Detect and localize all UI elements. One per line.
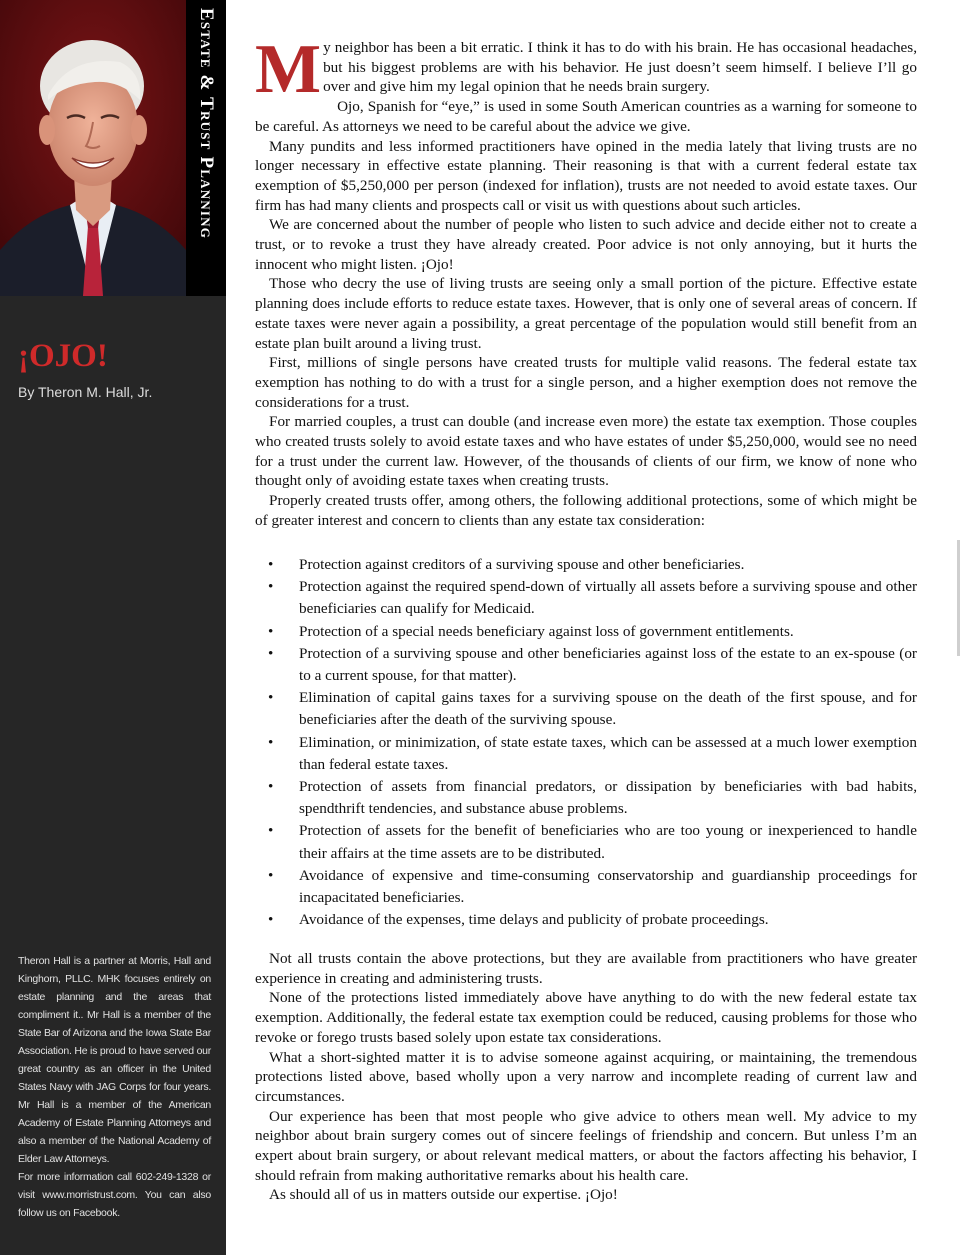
list-item: • Protection of a surviving spouse and other beneficiaries against loss of the estate to an ex-spouse (or to a current spouse, for that matter).	[255, 643, 917, 687]
paragraph-11: What a short-sighted matter it is to advise someone against acquiring, or maintaining, the tremendous protections listed above, based wholly upon a very narrow and incomplete reading of current law and circumstances.	[255, 1048, 917, 1105]
author-photo	[0, 0, 186, 296]
author-sidebar	[0, 0, 226, 1255]
section-heading: Estate & Trust Planning	[196, 8, 217, 240]
paragraph-4: We are concerned about the number of people who listen to such advice and decide either not to create a trust, or to revoke a trust they have already created. Poor advice is not only annoying, but it hurts the innocent who might listen. ¡Ojo!	[255, 216, 917, 273]
paragraph-8: Properly created trusts offer, among others, the following additional protections, some of which might be of greater interest and concern to clients than any estate tax consideration:	[255, 492, 917, 529]
paragraph-12: Our experience has been that most people who give advice to others mean well. My advice to my neighbor about brain surgery comes out of sincere feelings of friendship and concern. But unless I’m an expert about brain surgery, or about relevant medical matters, or about the factors affecting his behavior, I should refrain from making authoritative remarks about his health care.	[255, 1107, 917, 1184]
paragraph-9: Not all trusts contain the above protections, but they are available from practitioners who have greater experience in creating and administering trusts.	[255, 950, 917, 987]
author-portrait-image	[0, 0, 186, 296]
paragraph-10: None of the protections listed immediately above have anything to do with the new federal estate tax exemption. Additionally, the federal estate tax exemption could be reduced, causing problems for those who revoke or forego trusts based solely upon estate tax considerations.	[255, 989, 917, 1046]
protections-list	[255, 554, 917, 931]
list-item: • Avoidance of expensive and time-consuming conservatorship and guardianship proceedings for incapacitated beneficiaries.	[255, 865, 917, 909]
article-conclusion	[255, 949, 917, 1205]
section-heading-band	[186, 0, 226, 296]
paragraph-5: Those who decry the use of living trusts are seeing only a small portion of the picture. Effective estate planning does include efforts to reduce estate taxes. However, that is only one of several areas of concern. If estate taxes were never again a possibility, a great percentage of the population would still benefit from an estate plan built around a living trust.	[255, 275, 917, 352]
list-item: • Protection of assets from financial predators, or dissipation by beneficiaries with bad habits, spendthrift tendencies, and substance abuse problems.	[255, 776, 917, 820]
paragraph-7: For married couples, a trust can double (and increase even more) the estate tax exemption. Those couples who created trusts solely to avoid estate taxes and who have estates of under $5,250,000, would see no need for a trust under the current law. However, of the thousands of clients of our firm, we know of none who thought only of avoiding estate taxes when creating trusts.	[255, 413, 917, 490]
bio-text: Theron Hall is a partner at Morris, Hall and Kinghorn, PLLC. MHK focuses entirely on estate planning and the areas that compliment it.. Mr Hall is a member of the State Bar of Arizona and the Iowa State Bar Association. He is proud to have served our great country as an officer in the United States Navy with JAG Corps for four years. Mr Hall is a member of the American Academy of Estate Planning Attorneys and also a member of the National Academy of Elder Law Attorneys.	[18, 955, 211, 1165]
list-item: • Protection of a special needs beneficiary against loss of government entitlements.	[255, 621, 917, 643]
list-item: • Protection of assets for the benefit of beneficiaries who are too young or inexperienced to handle their affairs at the time assets are to be distributed.	[255, 820, 917, 864]
paragraph-1: My neighbor has been a bit erratic. I think it has to do with his brain. He has occasional headaches, but his biggest problems are with his behavior. He just doesn’t seem himself. I believe I’ll go over and give him my legal opinion that he needs brain surgery.	[255, 31, 917, 108]
list-item: • Elimination of capital gains taxes for a surviving spouse on the death of the first spouse, and for beneficiaries after the death of the surviving spouse.	[255, 687, 917, 731]
article-body	[255, 31, 917, 531]
drop-cap: M	[255, 31, 322, 108]
author-bio	[18, 952, 211, 1222]
list-item: • Elimination, or minimization, of state estate taxes, which can be assessed at a much lower exemption than federal estate taxes.	[255, 732, 917, 776]
list-item: • Protection against the required spend-down of virtually all assets before a surviving spouse and other beneficiaries can qualify for Medicaid.	[255, 576, 917, 620]
byline: By Theron M. Hall, Jr.	[18, 384, 153, 400]
paragraph-13: As should all of us in matters outside our expertise. ¡Ojo!	[269, 1186, 618, 1204]
paragraph-6: First, millions of single persons have created trusts for multiple valid reasons. The federal estate tax exemption has nothing to do with a trust for a single person, and a higher exemption does not remove the considerations for a trust.	[255, 354, 917, 411]
paragraph-3: Many pundits and less informed practitioners have opined in the media lately that living trusts are no longer necessary in effective estate planning. Their reasoning is that with a current federal estate tax exemption of $5,250,000 per person (indexed for inflation), trusts are not needed to avoid estate taxes. Our firm has had many clients and prospects call or visit us with questions about such articles.	[255, 137, 917, 214]
bio-contact: For more information call 602-249-1328 or visit www.morristrust.com. You can also follow us on Facebook.	[18, 1171, 211, 1219]
list-item: • Protection against creditors of a surviving spouse and other beneficiaries.	[255, 554, 917, 576]
article-title: ¡OJO!	[18, 338, 108, 374]
paragraph-2: Ojo, Spanish for “eye,” is used in some South American countries as a warning for someone to be careful. As attorneys we need to be careful about the advice we give.	[255, 98, 917, 135]
list-item: • Avoidance of the expenses, time delays and publicity of probate proceedings.	[255, 909, 917, 931]
